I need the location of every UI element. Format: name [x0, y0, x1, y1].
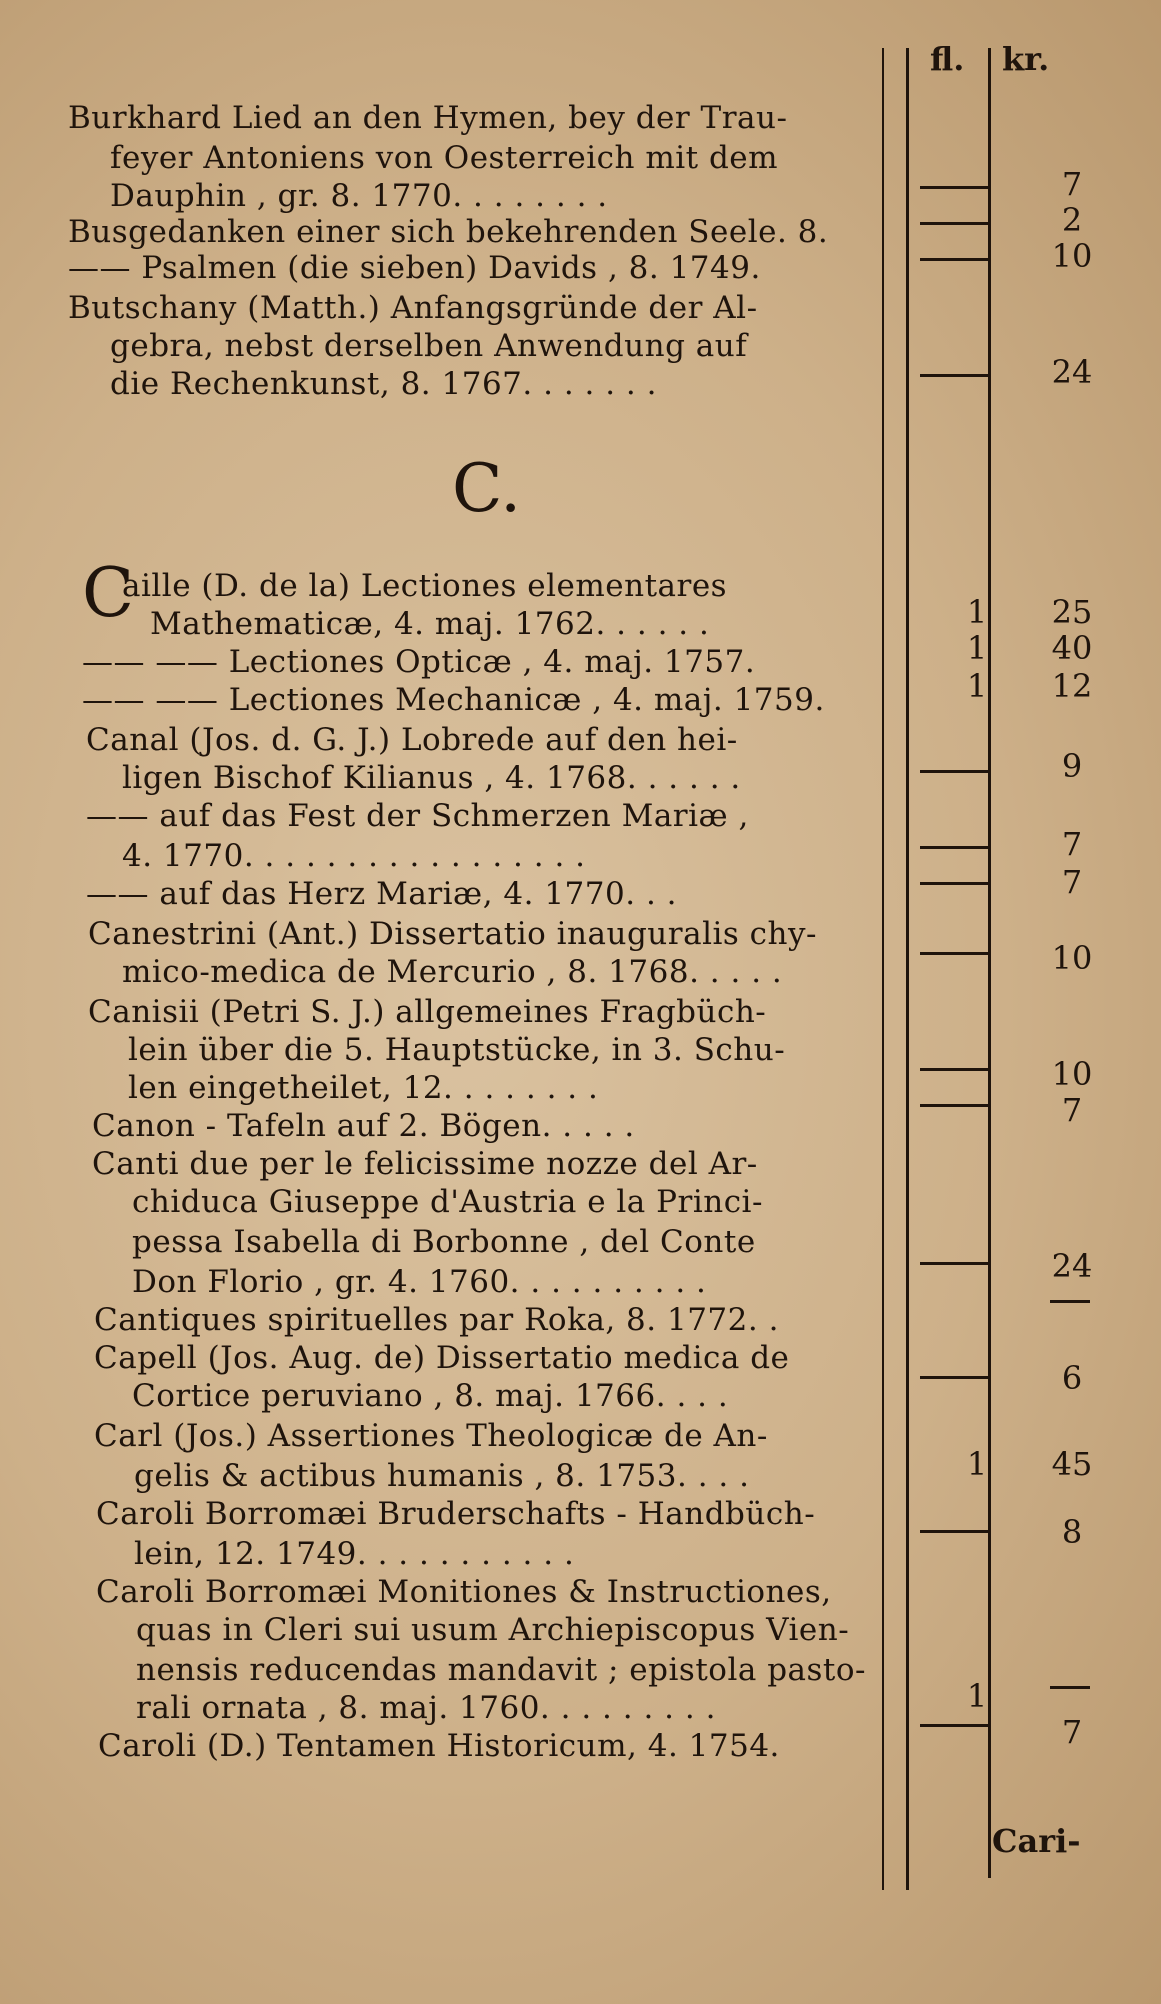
entry-line: Burkhard Lied an den Hymen, bey der Trau-: [68, 100, 788, 136]
entry-line: aille (D. de la) Lectiones elementares: [122, 568, 728, 604]
price-kr: 7: [1061, 825, 1083, 863]
entry-line: 4. 1770. . . . . . . . . . . . . . . . .: [122, 838, 586, 874]
entry-line: die Rechenkunst, 8. 1767. . . . . . .: [110, 366, 657, 402]
fl-dash: [920, 770, 988, 773]
entry-line: rali ornata , 8. maj. 1760. . . . . . . . .: [136, 1690, 716, 1726]
catchword: Cari-: [992, 1822, 1081, 1860]
column-rule-1: [882, 48, 884, 1890]
entry-line: gebra, nebst derselben Anwendung auf: [110, 328, 748, 364]
fl-dash: [920, 1376, 988, 1379]
entry-line: ligen Bischof Kilianus , 4. 1768. . . . . .: [122, 760, 741, 796]
price-kr: 10: [1051, 237, 1093, 275]
price-kr: 12: [1051, 667, 1093, 705]
price-fl: 1: [966, 593, 988, 631]
price-kr: 24: [1051, 1247, 1093, 1285]
fl-dash: [920, 186, 988, 189]
price-fl: 1: [966, 629, 988, 667]
entry-line: Canisii (Petri S. J.) allgemeines Fragbüch-: [88, 994, 767, 1030]
price-kr: 7: [1061, 863, 1083, 901]
entry-line: —— auf das Herz Mariæ, 4. 1770. . .: [86, 876, 677, 912]
price-kr: 24: [1051, 353, 1093, 391]
fl-dash: [920, 1262, 988, 1265]
entry-line: Don Florio , gr. 4. 1760. . . . . . . . . .: [132, 1264, 707, 1300]
section-letter: C.: [452, 450, 522, 527]
entry-line: Cortice peruviano , 8. maj. 1766. . . .: [132, 1378, 729, 1414]
entry-line: Caroli (D.) Tentamen Historicum, 4. 1754.: [98, 1728, 780, 1764]
entry-line: feyer Antoniens von Oesterreich mit dem: [110, 140, 779, 176]
price-kr: 9: [1061, 747, 1083, 785]
price-kr: 7: [1061, 165, 1083, 203]
price-kr: 7: [1061, 1091, 1083, 1129]
entry-line: lein, 12. 1749. . . . . . . . . . .: [134, 1536, 575, 1572]
entry-line: Busgedanken einer sich bekehrenden Seele. 8.: [68, 214, 829, 250]
price-fl: 1: [966, 1445, 988, 1483]
fl-dash: [920, 374, 988, 377]
entry-line: quas in Cleri sui usum Archiepiscopus Vien-: [136, 1612, 850, 1648]
price-kr: 7: [1061, 1713, 1083, 1751]
entry-line: —— auf das Fest der Schmerzen Mariæ ,: [86, 798, 749, 834]
entry-line: —— —— Lectiones Mechanicæ , 4. maj. 1759.: [82, 682, 825, 718]
fl-dash: [920, 882, 988, 885]
column-rule-2: [906, 48, 909, 1890]
price-kr: 45: [1051, 1445, 1093, 1483]
entry-line: —— —— Lectiones Opticæ , 4. maj. 1757.: [82, 644, 756, 680]
price-kr: 10: [1051, 939, 1093, 977]
entry-line: Mathematicæ, 4. maj. 1762. . . . . .: [150, 606, 710, 642]
entry-line: len eingetheilet, 12. . . . . . . .: [128, 1070, 599, 1106]
drop-cap: C: [82, 554, 135, 633]
fl-dash: [920, 846, 988, 849]
fl-dash: [920, 1724, 988, 1727]
price-kr: 8: [1061, 1513, 1083, 1551]
column-header-kr: kr.: [1002, 40, 1050, 78]
entry-line: nensis reducendas mandavit ; epistola pasto-: [136, 1652, 867, 1688]
column-header-fl: fl.: [930, 40, 965, 78]
entry-line: Carl (Jos.) Assertiones Theologicæ de An-: [94, 1418, 768, 1454]
price-kr: 25: [1051, 593, 1093, 631]
entry-line: Canestrini (Ant.) Dissertatio inauguralis chy-: [88, 916, 817, 952]
entry-line: gelis & actibus humanis , 8. 1753. . . .: [134, 1458, 750, 1494]
column-rule-3: [988, 48, 991, 1878]
kr-dash: [1050, 1300, 1090, 1303]
entry-line: Butschany (Matth.) Anfangsgründe der Al-: [68, 290, 758, 326]
entry-line: pessa Isabella di Borbonne , del Conte: [132, 1224, 756, 1260]
price-kr: 10: [1051, 1055, 1093, 1093]
price-kr: 6: [1061, 1359, 1083, 1397]
fl-dash: [920, 1530, 988, 1533]
entry-line: mico-medica de Mercurio , 8. 1768. . . . .: [122, 954, 783, 990]
entry-line: Cantiques spirituelles par Roka, 8. 1772. .: [94, 1302, 779, 1338]
price-kr: 40: [1051, 629, 1093, 667]
price-fl: 1: [966, 667, 988, 705]
fl-dash: [920, 952, 988, 955]
entry-line: Dauphin , gr. 8. 1770. . . . . . . .: [110, 178, 608, 214]
price-fl: 1: [966, 1677, 988, 1715]
entry-line: chiduca Giuseppe d'Austria e la Princi-: [132, 1184, 763, 1220]
fl-dash: [920, 222, 988, 225]
fl-dash: [920, 1104, 988, 1107]
fl-dash: [920, 1068, 988, 1071]
entry-line: Canti due per le felicissime nozze del Ar-: [92, 1146, 758, 1182]
entry-line: Canal (Jos. d. G. J.) Lobrede auf den hei-: [86, 722, 738, 758]
entry-line: Capell (Jos. Aug. de) Dissertatio medica de: [94, 1340, 790, 1376]
entry-line: Caroli Borromæi Monitiones & Instructiones,: [96, 1574, 832, 1610]
entry-line: lein über die 5. Hauptstücke, in 3. Schu-: [128, 1032, 786, 1068]
kr-dash: [1050, 1686, 1090, 1689]
fl-dash: [920, 258, 988, 261]
entry-line: —— Psalmen (die sieben) Davids , 8. 1749.: [68, 250, 761, 286]
entry-line: Canon - Tafeln auf 2. Bögen. . . . .: [92, 1108, 635, 1144]
entry-line: Caroli Borromæi Bruderschafts - Handbüch-: [96, 1496, 816, 1532]
price-kr: 2: [1061, 201, 1083, 239]
